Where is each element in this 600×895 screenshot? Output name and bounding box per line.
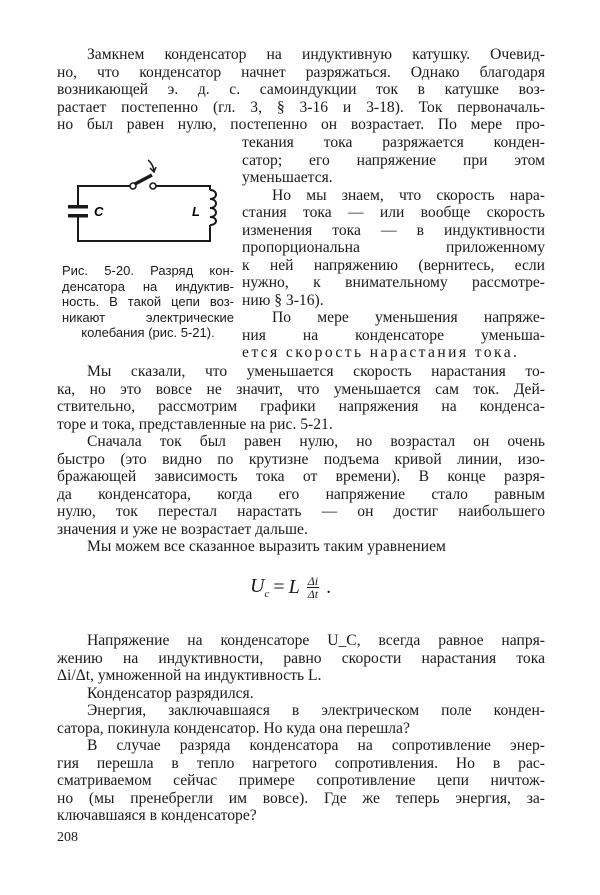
text-line: к ней напряжению (вернитесь, если [242, 256, 545, 274]
formula-denominator: Δt [307, 587, 319, 601]
capacitor-plate-bottom [68, 214, 88, 218]
text-line: Напряжение на конденсаторе U_C, всегда равное напря- [87, 632, 545, 649]
text-line: Сначала ток был равен нулю, но возрастал он очень [87, 433, 545, 450]
formula-coefficient: L [288, 576, 300, 598]
text-line: Но мы знаем, что скорость нара- [272, 186, 545, 204]
text-block-end [57, 632, 545, 825]
text-line: Энергия, заключавшаяся в электрическом поле конден- [87, 702, 545, 719]
text-line: ключавшаяся в конденсаторе? [57, 807, 257, 824]
text-line: уменьшается. [242, 169, 333, 186]
text-line: но был равен нулю, постепенно он возрастает. По мере про- [57, 116, 545, 133]
text-block-right-column [242, 134, 545, 362]
text-line: возникающей э. д. с. самоиндукции ток в катушке воз- [57, 81, 545, 98]
text-line: Конденсатор разрядился. [87, 684, 254, 702]
text-line: Мы можем все сказанное выразить таким уравнением [87, 538, 446, 555]
text-line: жению на индуктивности, равно скорости нарастания тока [57, 649, 545, 667]
text-line: По мере уменьшения напряже- [272, 309, 545, 326]
figure-caption [62, 263, 234, 341]
text-line: Δi/Δt, умноженной на индуктивность L. [57, 667, 322, 684]
switch-lever [135, 175, 152, 184]
inductor-coil [210, 190, 216, 232]
text-line: но (мы пренебрегли им вовсе). Где же теперь энергия, за- [57, 789, 545, 807]
text-line: да конденсатора, когда его напряжение стало равным [57, 485, 545, 503]
text-line: сатора, покинула конденсатор. Но куда она перешла? [57, 719, 410, 737]
caption-line: денсатора на индуктив- [62, 278, 234, 294]
formula-fraction [307, 575, 319, 600]
page-number: 208 [57, 830, 78, 845]
text-line: изменения тока — в индуктивности [242, 221, 545, 239]
text-block-middle [57, 363, 545, 556]
text-line: но, что конденсатор начнет разряжаться. Однако благодаря [57, 63, 545, 81]
capacitor-plate-top [68, 205, 88, 209]
text-line: ется скорость нарастания тока. [242, 344, 520, 361]
text-line: нию § 3-16). [242, 291, 324, 309]
text-line: пропорциональна приложенному [242, 239, 545, 256]
caption-line: ность. В такой цепи воз- [62, 294, 234, 309]
text-line: значения и уже не возрастает дальше. [57, 520, 308, 538]
text-line: растает постепенно (гл. 3, § 3-16 и 3-18). Ток первоначаль- [57, 98, 545, 116]
text-line: Мы сказали, что уменьшается скорость нарастания то- [87, 363, 545, 380]
switch-contact-right [150, 183, 156, 189]
text-line: ствительно, рассмотрим графики напряжения на конденса- [57, 398, 545, 415]
text-line: гия перешла в тепло нагретого сопротивления. Но в рас- [57, 754, 545, 772]
text-line: текания тока разряжается конден- [242, 134, 545, 151]
text-block-intro [57, 46, 545, 134]
caption-line: никают электрические [62, 309, 234, 325]
arrow-icon [148, 160, 156, 172]
text-line: ка, но это вовсе не значит, что уменьшается сам ток. Дей- [57, 380, 545, 398]
formula-numerator: Δi [307, 574, 319, 588]
text-line: быстро (это видно по крутизне подъема кривой линии, изо- [57, 450, 545, 468]
text-line: торе и тока, представленные на рис. 5-21. [57, 415, 333, 433]
text-line: ния на конденсаторе уменьша- [242, 326, 545, 344]
caption-line: Рис. 5-20. Разряд кон- [62, 263, 234, 278]
text-line: сматриваемом сейчас примере сопротивление цепи ничтож- [57, 772, 545, 789]
equation [250, 575, 331, 600]
text-line: нулю, ток перестал нарастать — он достиг наибольшего [57, 503, 545, 520]
formula-lhs-subscript: c [264, 588, 270, 600]
caption-line: колебания (рис. 5-21). [81, 325, 215, 340]
text-line: бражающей зависимость тока от времени). В конце разря- [57, 468, 545, 485]
formula-equals: = [273, 576, 285, 598]
circuit-diagram [60, 150, 230, 250]
text-line: нужно, к внимательному рассмотре- [242, 274, 545, 291]
text-line: Замкнем конденсатор на индуктивную катушку. Очевид- [87, 46, 545, 63]
formula-lhs: U [250, 575, 265, 597]
label-l: L [192, 204, 200, 219]
label-c: C [94, 204, 104, 219]
text-line: сатор; его напряжение при этом [242, 151, 545, 169]
text-line: В случае разряда конденсатора на сопротивление энер- [87, 737, 545, 754]
formula-period: . [326, 576, 332, 598]
text-line: стания тока — или вообще скорость [242, 204, 545, 221]
